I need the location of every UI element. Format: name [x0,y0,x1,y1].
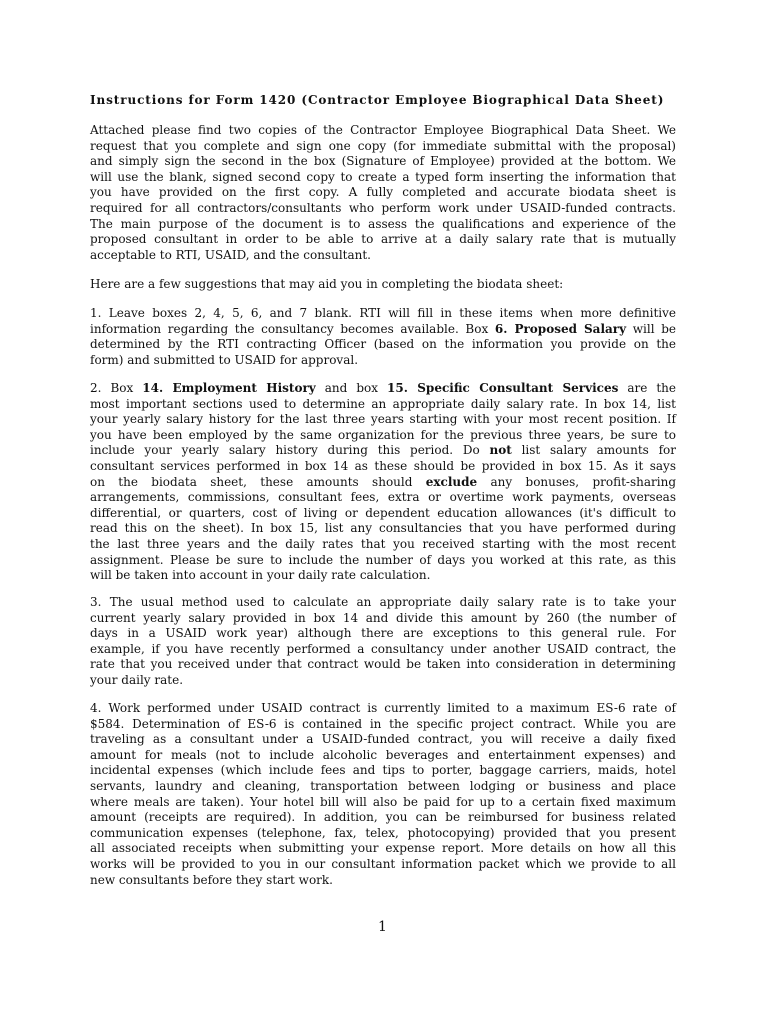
text-line: all associated receipts when submitting your expense report. More details on how all this [90,841,676,856]
text-line: differential, or quarters, cost of living or dependent education allowances (it's difficult to [90,505,676,520]
text-line: where meals are taken). Your hotel bill will also be paid for up to a certain fixed maximum [90,794,676,809]
text-line: 3. The usual method used to calculate an appropriate daily salary rate is to take your [90,595,676,609]
text-line: 2. Box 14. Employment History and box 15. Specific Consultant Services are the [90,381,676,395]
paragraph-item-2 [90,381,676,584]
text-line: you have provided on the first copy. A fully completed and accurate biodata sheet is [90,185,676,200]
text-line: example, if you have recently performed a consultancy under another USAID contract, the [90,641,676,656]
text-line: new consultants before they start work. [90,872,333,887]
text-line: works will be provided to you in our consultant information packet which we provide to all [90,856,676,871]
text-line: proposed consultant in order to be able to arrive at a daily salary rate that is mutually [90,232,676,247]
text-line: and simply sign the second in the box (Signature of Employee) provided at the bottom. We [90,154,676,169]
page-number: 1 [378,919,387,935]
text-line: incidental expenses (which include fees and tips to porter, baggage carriers, maids, hotel [90,763,676,778]
paragraph-item-3 [90,595,676,689]
text-line: include your yearly salary history during this period. Do not list salary amounts for [90,443,676,458]
text-line: 1. Leave boxes 2, 4, 5, 6, and 7 blank. RTI will fill in these items when more definitive [90,306,676,320]
text-line: consultant services performed in box 14 as these should be provided in box 15. As it says [90,458,676,473]
text-line: the last three years and the daily rates that you received starting with the most recent [90,536,676,551]
text-line: amount (receipts are required). In addition, you can be reimbursed for business related [90,810,676,825]
text-line: current yearly salary provided in box 14 and divide this amount by 260 (the number of [90,610,676,625]
text-line: form) and submitted to USAID for approval. [90,352,359,367]
text-line: on the biodata sheet, these amounts should exclude any bonuses, profit-sharing [90,474,677,489]
text-line: assignment. Please be sure to include the number of days you worked at this rate, as this [90,552,676,567]
text-line: The main purpose of the document is to assess the qualifications and experience of the [90,216,676,231]
text-line: required for all contractors/consultants who perform work under USAID-funded contracts. [90,200,676,215]
text-line: your yearly salary history for the last three years starting with your most recent position. If [90,412,676,427]
paragraph-intro [90,123,676,263]
document-title: Instructions for Form 1420 (Contractor Employee Biographical Data Sheet) [90,93,665,107]
text-line: determined by the RTI contracting Officer (based on the information you provide on the [90,337,676,352]
text-line: servants, laundry and cleaning, transportation between lodging or business and place [90,778,676,793]
text-line: rate that you received under that contract would be taken into consideration in determining [90,657,676,672]
text-line: you have been employed by the same organization for the previous three years, be sure to [90,427,676,442]
text-line: will be taken into account in your daily rate calculation. [90,568,431,583]
text-line: most important sections used to determine an appropriate daily salary rate. In box 14, list [90,396,676,411]
text-line: Attached please find two copies of the Contractor Employee Biographical Data Sheet. We [90,123,676,137]
text-line: acceptable to RTI, USAID, and the consultant. [90,247,371,262]
text-line: your daily rate. [90,672,184,687]
text-line: traveling as a consultant under a USAID-funded contract, you will receive a daily fixed [90,732,676,747]
paragraph-suggestions-intro [90,277,676,293]
text-line: 4. Work performed under USAID contract is currently limited to a maximum ES-6 rate of [90,701,676,715]
paragraph-item-1 [90,306,676,368]
text-line: information regarding the consultancy becomes available. Box 6. Proposed Salary will be [90,321,676,336]
text-line: read this on the sheet). In box 15, list any consultancies that you have performed during [90,521,676,536]
text-line: Here are a few suggestions that may aid you in completing the biodata sheet: [90,277,564,291]
text-line: will use the blank, signed second copy to create a typed form inserting the information that [90,169,676,184]
text-line: amount for meals (not to include alcoholic beverages and entertainment expenses) and [90,747,676,762]
paragraph-item-4 [90,701,676,888]
text-line: $584. Determination of ES-6 is contained in the specific project contract. While you are [90,716,676,731]
text-line: arrangements, commissions, consultant fees, extra or overtime work payments, overseas [90,490,676,505]
text-line: days in a USAID work year) although there are exceptions to this general rule. For [90,626,676,641]
text-line: request that you complete and sign one copy (for immediate submittal with the proposal) [90,138,676,153]
text-line: communication expenses (telephone, fax, telex, photocopying) provided that you present [90,825,676,840]
